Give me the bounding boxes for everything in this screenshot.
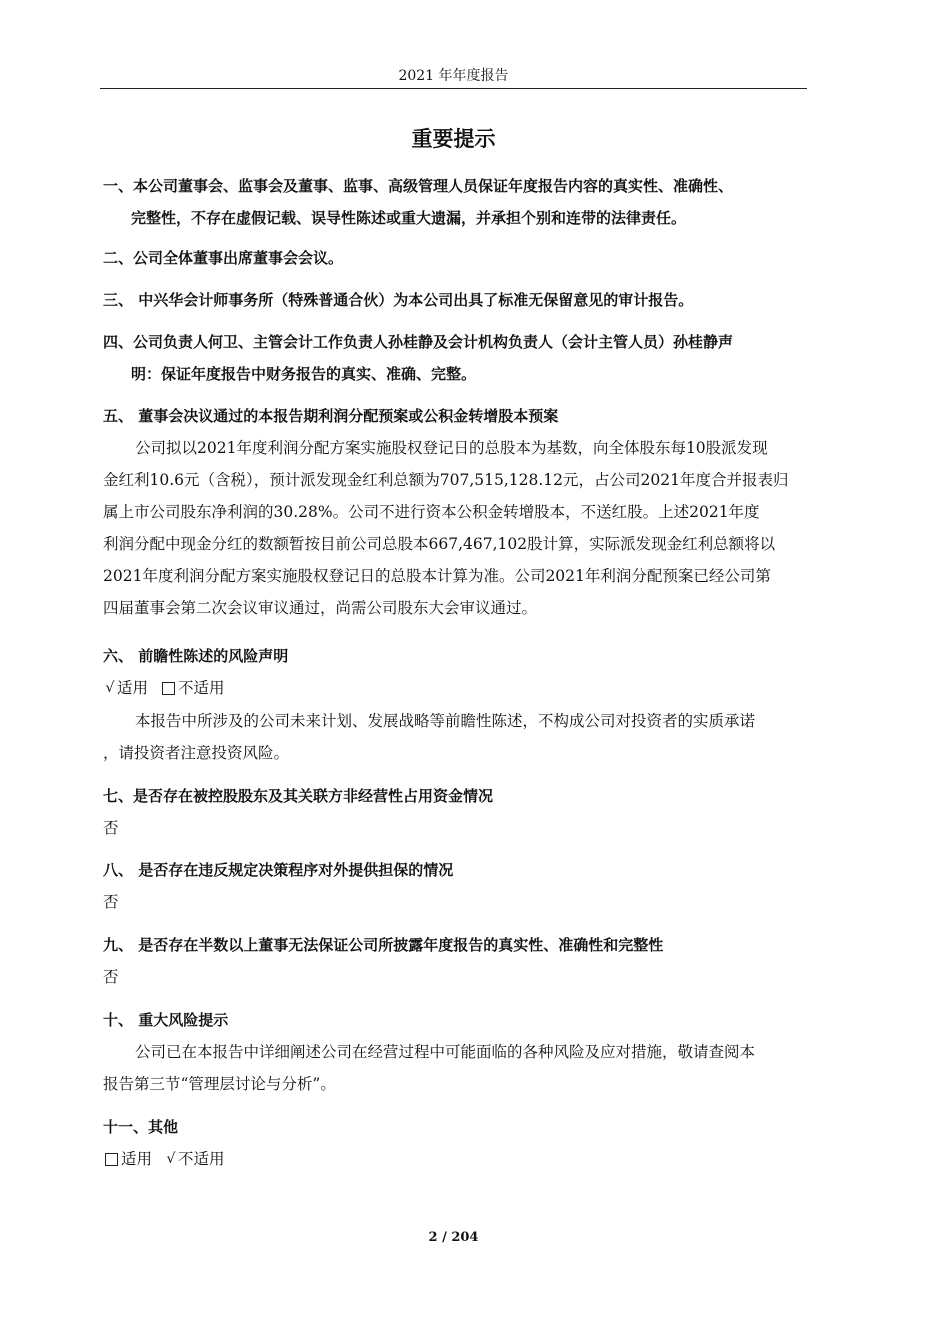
section-10-body	[103, 1036, 808, 1100]
option-applicable	[103, 672, 148, 704]
section-5-heading: 五、 董事会决议通过的本报告期利润分配预案或公积金转增股本预案	[103, 407, 559, 425]
header-rule	[100, 88, 807, 89]
section-6-para-line: 本报告中所涉及的公司未来计划、发展战略等前瞻性陈述，不构成公司对投资者的实质承诺	[135, 712, 756, 730]
section-1	[103, 170, 808, 234]
option-not-applicable	[160, 672, 225, 704]
section-4	[103, 326, 808, 390]
section-5-para-line: 利润分配中现金分红的数额暂按目前公司总股本667,467,102股计算，实际派发现金红利总额将以	[103, 535, 776, 553]
section-7-heading: 七、是否存在被控股股东及其关联方非经营性占用资金情况	[103, 787, 494, 805]
section-11-heading: 十一、其他	[103, 1118, 179, 1136]
section-5-para-line: 2021年度利润分配方案实施股权登记日的总股本计算为准。公司2021年利润分配预案已经公司第	[103, 567, 771, 585]
section-9-heading: 九、 是否存在半数以上董事无法保证公司所披露年度报告的真实性、准确性和完整性	[103, 936, 664, 954]
section-6-body	[103, 705, 808, 769]
option-applicable	[103, 1143, 152, 1175]
section-10-para-line: 公司已在本报告中详细阐述公司在经营过程中可能面临的各种风险及应对措施，敬请查阅本	[135, 1043, 756, 1061]
section-2: 二、公司全体董事出席董事会会议。	[103, 249, 344, 267]
section-8-answer: 否	[103, 893, 119, 911]
empty-checkbox-icon	[105, 1153, 118, 1166]
option-not-applicable-label: 不适用	[178, 1150, 225, 1168]
option-not-applicable-label: 不适用	[178, 679, 225, 697]
section-11-options	[103, 1143, 808, 1175]
section-5-para-line: 公司拟以2021年度利润分配方案实施股权登记日的总股本为基数，向全体股东每10股派发现	[135, 439, 768, 457]
page-number: 2 / 204	[428, 1230, 479, 1245]
section-5-para-line: 四届董事会第二次会议审议通过，尚需公司股东大会审议通过。	[103, 599, 538, 617]
option-not-applicable	[164, 1143, 225, 1175]
section-1-line-2: 完整性，不存在虚假记载、误导性陈述或重大遗漏，并承担个别和连带的法律责任。	[131, 209, 687, 227]
checkmark-icon: √	[166, 1151, 176, 1167]
section-6-heading: 六、 前瞻性陈述的风险声明	[103, 647, 289, 665]
section-7-answer: 否	[103, 819, 119, 837]
option-applicable-label: 适用	[121, 1150, 153, 1168]
section-5-para-line: 金红利10.6元（含税），预计派发现金红利总额为707,515,128.12元，占公司2021年度合并报表归	[103, 471, 789, 489]
section-4-line-1: 四、公司负责人何卫、主管会计工作负责人孙桂静及会计机构负责人（会计主管人员）孙桂静声	[103, 333, 734, 351]
option-applicable-label: 适用	[117, 679, 149, 697]
section-6-para-line: ，请投资者注意投资风险。	[103, 744, 290, 762]
section-8-heading: 八、 是否存在违反规定决策程序对外提供担保的情况	[103, 861, 454, 879]
section-3: 三、 中兴华会计师事务所（特殊普通合伙）为本公司出具了标准无保留意见的审计报告。	[103, 291, 694, 309]
section-1-line-1: 一、本公司董事会、监事会及董事、监事、高级管理人员保证年度报告内容的真实性、准确性、	[103, 177, 734, 195]
page-title: 重要提示	[411, 127, 496, 151]
running-header: 2021 年年度报告	[398, 68, 509, 84]
section-4-line-2: 明：保证年度报告中财务报告的真实、准确、完整。	[131, 365, 477, 383]
section-5-body	[103, 432, 808, 624]
section-10-heading: 十、 重大风险提示	[103, 1011, 229, 1029]
section-6-options	[103, 672, 808, 704]
section-9-answer: 否	[103, 968, 119, 986]
section-10-para-line: 报告第三节“管理层讨论与分析”。	[103, 1075, 336, 1093]
checkmark-icon: √	[105, 680, 115, 696]
section-5-para-line: 属上市公司股东净利润的30.28%。公司不进行资本公积金转增股本，不送红股。上述2021年度	[103, 503, 760, 521]
empty-checkbox-icon	[162, 682, 175, 695]
